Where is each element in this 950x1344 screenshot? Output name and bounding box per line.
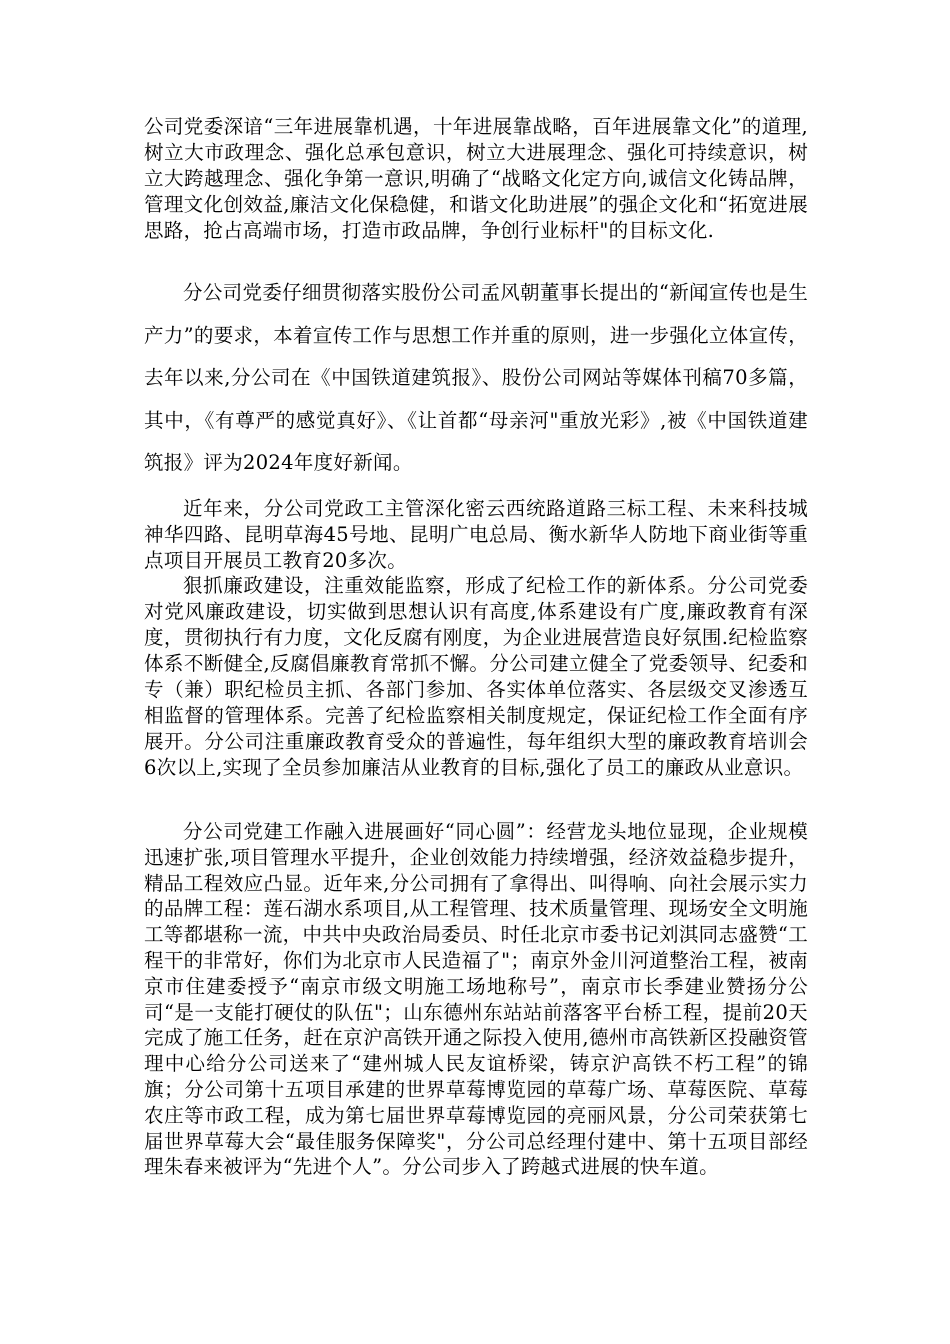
paragraph-block-education: [144, 496, 808, 574]
paragraph-integrity: 狠抓廉政建设，注重效能监察，形成了纪检工作的新体系。分公司党委对党风廉政建设，切实做到思想认识有高度,体系建设有广度,廉政教育有深度，贯彻执行有力度，文化反腐有刚度，为企业进展营造良好氛围.纪检监察体系不断健全,反腐倡廉教育常抓不懈。分公司建立健全了党委领导、纪委和专（兼）职纪检员主抓、各部门参加、各实体单位落实、各层级交叉渗透互相监督的管理体系。完善了纪检监察相关制度规定，保证纪检工作全面有序展开。分公司注重廉政教育受众的普遍性，每年组织大型的廉政教育培训会6次以上,实现了全员参加廉洁从业教育的目标,强化了员工的廉政从业意识。: [144, 574, 808, 779]
paragraph-culture: 公司党委深谙“三年进展靠机遇，十年进展靠战略，百年进展靠文化”的道理,树立大市政理念、强化总承包意识，树立大进展理念、强化可持续意识，树立大跨越理念、强化争第一意识,明确了“战略文化定方向,诚信文化铸品牌，管理文化创效益,廉洁文化保稳健，和谐文化助进展”的强企文化和“拓宽进展思路，抢占高端市场，打造市政品牌，争创行业标杆"的目标文化.: [144, 115, 808, 242]
paragraph-block-integrity: [144, 573, 808, 781]
paragraph-education: 近年来，分公司党政工主管深化密云西统路道路三标工程、未来科技城神华四路、昆明草海45号地、昆明广电总局、衡水新华人防地下商业街等重点项目开展员工教育20多次。: [144, 497, 808, 572]
paragraph-party-building: 分公司党建工作融入进展画好“同心圆”：经营龙头地位显现，企业规模迅速扩张,项目管理水平提升，企业创效能力持续增强，经济效益稳步提升，精品工程效应凸显。近年来,分公司拥有了拿得出、叫得响、向社会展示实力的品牌工程：莲石湖水系项目,从工程管理、技术质量管理、现场安全文明施工等都堪称一流，中共中央政治局委员、时任北京市委书记刘淇同志盛赞“工程干的非常好，你们为北京市人民造福了"；南京外金川河道整治工程，被南京市住建委授予“南京市级文明施工场地称号”，南京市长季建业赞扬分公司“是一支能打硬仗的队伍"；山东德州东站站前落客平台桥工程，提前20天完成了施工任务，赶在京沪高铁开通之际投入使用,德州市高铁新区投融资管理中心给分公司送来了“建州城人民友谊桥梁，铸京沪高铁不朽工程”的锦旗；分公司第十五项目承建的世界草莓博览园的草莓广场、草莓医院、草莓农庄等市政工程，成为第七届世界草莓博览园的亮丽风景，分公司荣获第七届世界草莓大会“最佳服务保障奖"，分公司总经理付建中、第十五项目部经理朱春来被评为“先进个人”。分公司步入了跨越式进展的快车道。: [144, 820, 808, 1179]
paragraph-block-publicity: [144, 272, 808, 485]
paragraph-block-culture: [144, 114, 808, 244]
paragraph-publicity: 分公司党委仔细贯彻落实股份公司孟风朝董事长提出的“新闻宣传也是生产力”的要求，本着宣传工作与思想工作并重的原则，进一步强化立体宣传，去年以来,分公司在《中国铁道建筑报》、股份公司网站等媒体刊稿70多篇，其中，《有尊严的感觉真好》、《让首都“母亲河"重放光彩》,被《中国铁道建筑报》评为2024年度好新闻。: [144, 281, 808, 474]
paragraph-block-party-building: [144, 819, 808, 1180]
